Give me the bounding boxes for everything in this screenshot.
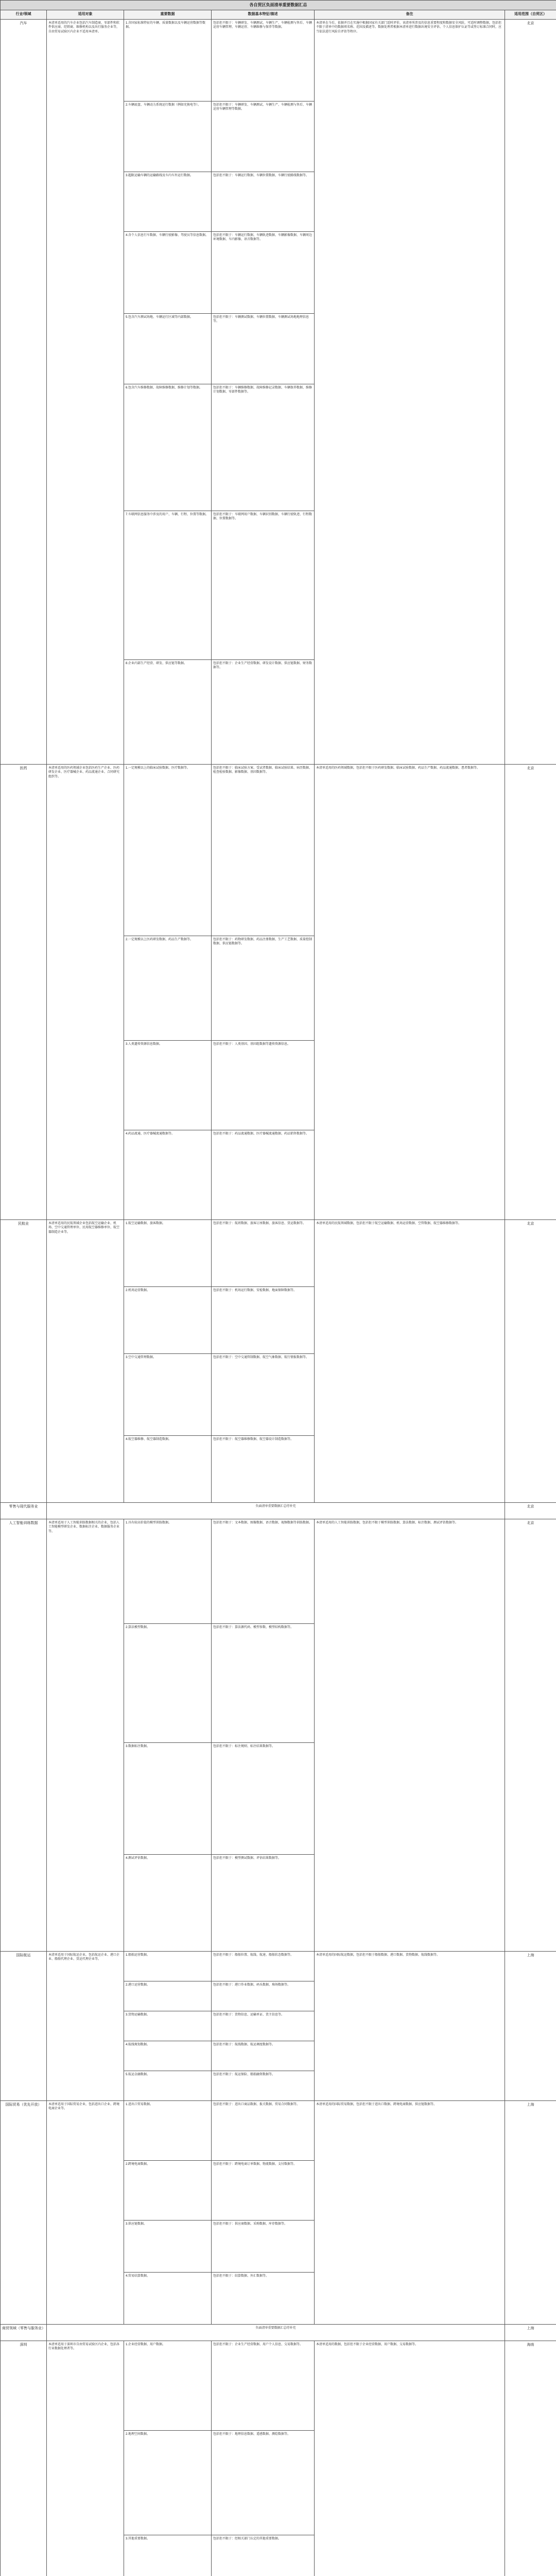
- section-text: 负面清单重要数据汇总待补充: [47, 1502, 505, 1519]
- important-data-cell: 3.数据标注数据。: [124, 1742, 212, 1854]
- note-cell: 本清单适用的民航领域数据，包括但不限于航空运输数据、机场运营数据、空管数据、航空器维修数据等。: [315, 1219, 505, 1502]
- description-cell: 包括但不限于：模型测试数据、评估结果数据等。: [212, 1854, 315, 1951]
- region-cell: 海南: [505, 2341, 556, 2576]
- domain-cell: 国际航运: [1, 1951, 47, 2100]
- description-cell: 包括但不限于：船舶位置、航线、航速、船舶状态数据等。: [212, 1951, 315, 1981]
- important-data-cell: 2.算法模型数据。: [124, 1623, 212, 1742]
- note-cell: 本清单适用的数据，包括但不限于企业经营数据、用户数据、交易数据等。: [315, 2341, 505, 2576]
- description-cell: 包括但不限于：结算数据、外汇数据等。: [212, 2272, 315, 2324]
- description-cell: 包括但不限于：企业生产经营数据、研发设计数据、供应链数据、财务数据等。: [212, 659, 315, 764]
- important-data-cell: 3.空中交通管理数据。: [124, 1353, 212, 1435]
- important-data-cell: 1.企业经营数据、用户数据。: [124, 2341, 212, 2430]
- important-data-cell: 7.车联网信息服务中涉及的用户、车辆、行程、位置等数据。: [124, 511, 212, 659]
- domain-cell: 人工智能训练数据: [1, 1519, 47, 1951]
- important-data-cell: 2.地理空间数据。: [124, 2430, 212, 2535]
- title-row: [1, 1, 556, 10]
- important-data-cell: 1.具有较高价值的模型训练数据。: [124, 1519, 212, 1623]
- table-row: [1, 1519, 556, 1623]
- description-cell: 包括但不限于：航运保险、船舶融资数据等。: [212, 2071, 315, 2100]
- header-domain: 行业/领域: [1, 10, 47, 19]
- description-cell: 包括但不限于：车辆维修数据、故障维修记录数据、车辆保养数据、维修计划数据、零部件数据等。: [212, 384, 315, 511]
- table-row: [1, 2100, 556, 2160]
- region-cell: 北京: [505, 1219, 556, 1502]
- description-cell: 包括但不限于：算法源代码、模型参数、模型结构数据等。: [212, 1623, 315, 1742]
- description-cell: 包括但不限于：车辆研发、车辆测试、车辆生产、车辆检测与售后、车辆运营车辆管理等数据。: [212, 101, 315, 172]
- target-cell: 本清单适用于国际航运企业，包括航运企业、港口企业、船舶代理企业、货运代理企业等。: [47, 1951, 124, 2100]
- domain-cell: 商贸领域（零售与服务业）: [1, 2324, 47, 2341]
- important-data-cell: 4.贸易结算数据。: [124, 2272, 212, 2324]
- note-cell: 本清单在今后，依据并且在实施中根据国家有关部门适时评价，该清单所涉及的信息重要程度和数据安全风险，可适时调整数据，包括但不限于清单中的数据项名称、范围及描述等。数据处理者根据本清单进行数据出境安全评估、个人信息保护认证等或签订标准合同时，应当依法进行风险自评估等程序。: [315, 19, 505, 764]
- description-cell: 包括但不限于：航空器维修数据、航空器设计制造数据等。: [212, 1435, 315, 1502]
- note-cell: 本清单适用的国际贸易数据，包括但不限于进出口数据、跨境电商数据、供应链数据等。: [315, 2100, 505, 2324]
- section-row-finance: [1, 2324, 556, 2341]
- description-cell: 包括但不限于：经相关部门认定的其他重要数据。: [212, 2535, 315, 2576]
- table-row: [1, 1219, 556, 1286]
- description-cell: 包括但不限于：文本数据、图像数据、语音数据、视频数据等训练数据。: [212, 1519, 315, 1623]
- target-cell: 本清单适用的汽车企业包括汽车制造商、零部件和软件供应商、经销商、维修机构以及出行服务企业等，自由贸易试验区内企业不适用本清单。: [47, 19, 124, 764]
- header-target: 适用对象: [47, 10, 124, 19]
- important-data-cell: 2.港口运营数据。: [124, 1981, 212, 2011]
- important-data-cell: 2.一定规模以上医药研发数据、药品生产数据等。: [124, 936, 212, 1040]
- description-cell: 包括但不限于：临床试验方案、受试者数据、临床试验结果、病历数据、检查检验数据、影像数据、基因数据等。: [212, 764, 315, 936]
- table-title: 各自贸区负面清单重要数据汇总: [1, 1, 556, 10]
- table-row: [1, 19, 556, 101]
- description-cell: 包括但不限于：货物信息、运输单证、货主信息等。: [212, 2011, 315, 2041]
- note-cell: 本清单适用的医药领域数据，包括但不限于医药研发数据、临床试验数据、药品生产数据、药品流通数据、患者数据等。: [315, 764, 505, 1219]
- table-row: [1, 1951, 556, 1981]
- region-cell: 北京: [505, 1502, 556, 1519]
- target-cell: 本清单适用的民航领域企业包括航空运输企业、机场、空中交通管理单位、民用航空器维修单位、航空器制造企业等。: [47, 1219, 124, 1502]
- description-cell: 包括但不限于：车联网用户数据、车辆识别数据、车辆行驶轨迹、行程数据、位置数据等。: [212, 511, 315, 659]
- description-cell: 包括但不限于：港口作业数据、码头数据、堆场数据等。: [212, 1981, 315, 2011]
- header-row: [1, 10, 556, 19]
- domain-cell: 民航业: [1, 1219, 47, 1502]
- table-row: [1, 764, 556, 936]
- note-cell: 本清单适用的国际航运数据，包括但不限于船舶数据、港口数据、货物数据、航线数据等。: [315, 1951, 505, 2100]
- region-cell: 北京: [505, 1519, 556, 1951]
- important-data-cell: 2.机场运营数据。: [124, 1286, 212, 1353]
- important-data-cell: 4.测试评估数据。: [124, 1854, 212, 1951]
- description-cell: 包括但不限于：航线数据、航运调度数据等。: [212, 2041, 315, 2071]
- important-data-cell: 5.包含汽车测试场地、车辆运行区域等内部数据。: [124, 313, 212, 384]
- region-cell: 北京: [505, 19, 556, 764]
- description-cell: 包括但不限于：车辆运行数据、车辆位置数据、车辆行驶路线数据等。: [212, 172, 315, 231]
- important-data-cell: 3.人类遗传资源信息数据。: [124, 1040, 212, 1130]
- region-cell: 上海: [505, 2100, 556, 2324]
- important-data-cell: 1.一定规模以上的临床试验数据、医疗数据等。: [124, 764, 212, 936]
- header-note: 备注: [315, 10, 505, 19]
- region-cell: 上海: [505, 2324, 556, 2341]
- important-data-cell: 2.车辆底盘、车辆动力系统运行数据（例如充换电等）。: [124, 101, 212, 172]
- description-cell: 包括但不限于：跨境电商订单数据、物流数据、支付数据等。: [212, 2160, 315, 2220]
- important-data-cell: 1.进出口贸易数据。: [124, 2100, 212, 2160]
- description-cell: 包括但不限于：药品流通数据、医疗器械流通数据、药品销售数据等。: [212, 1130, 315, 1219]
- important-data-cell: 2.跨境电商数据。: [124, 2160, 212, 2220]
- description-cell: 包括但不限于：车辆运行数据、车辆轨迹数据、车辆影像数据、车辆周边环境数据、车内影像、语音数据等。: [212, 231, 315, 313]
- region-cell: 上海: [505, 1951, 556, 2100]
- important-data-cell: 3.其他重要数据。: [124, 2535, 212, 2576]
- target-cell: 本清单适用于深圳市自由贸易试验区内企业，包括各行业数据处理者等。: [47, 2341, 124, 2576]
- important-data-cell: 3.货物运输数据。: [124, 2011, 212, 2041]
- domain-cell: 国际贸易（优先开放）: [1, 2100, 47, 2324]
- important-data-cell: 5.航运金融数据。: [124, 2071, 212, 2100]
- important-data-cell: 3.供应链数据。: [124, 2220, 212, 2272]
- domain-cell: 零售与现代服务业: [1, 1502, 47, 1519]
- section-row-spacer: [1, 1502, 556, 1519]
- header-region: 适用范围（自贸区）: [505, 10, 556, 19]
- description-cell: 包括但不限于：地理信息数据、遥感数据、测绘数据等。: [212, 2430, 315, 2535]
- important-data-cell: 1.含国家标准特征的车辆、质量数据以及车辆运营数据等数据。: [124, 19, 212, 101]
- region-cell: 北京: [505, 764, 556, 1219]
- description-cell: 包括但不限于：人类基因、基因组数据等遗传资源信息。: [212, 1040, 315, 1130]
- important-data-cell: 1.船舶运营数据。: [124, 1951, 212, 1981]
- description-cell: 包括但不限于：车辆测试数据、车辆位置数据、车辆测试场地地理信息等。: [212, 313, 315, 384]
- description-cell: 包括但不限于：车辆研发、车辆测试、车辆生产、车辆检测与售后、车辆运营车辆管理、车辆运营、车辆维修与保养等数据。: [212, 19, 315, 101]
- important-data-cell: 4.含个人信息行车数据、车辆行驶影像、驾驶员等信息数据。: [124, 231, 212, 313]
- note-cell: 本清单适用的人工智能训练数据，包括但不限于模型训练数据、算法数据、标注数据、测试评估数据等。: [315, 1519, 505, 1951]
- domain-cell: 汽车: [1, 19, 47, 764]
- description-cell: 包括但不限于：药物研发数据、药品注册数据、生产工艺数据、质量控制数据、供应链数据等。: [212, 936, 315, 1040]
- important-data-cell: 4.航线规划数据。: [124, 2041, 212, 2071]
- description-cell: 包括但不限于：空中交通管制数据、航空气象数据、航行情报数据等。: [212, 1353, 315, 1435]
- description-cell: 包括但不限于：航班数据、旅客订座数据、旅客信息、货运数据等。: [212, 1219, 315, 1286]
- important-data-cell: 4.航空器维修、航空器制造数据。: [124, 1435, 212, 1502]
- target-cell: 本清单适用的医药领域企业包括医药生产企业、医药研发企业、医疗器械企业、药品流通企业、合同研究组织等。: [47, 764, 124, 1219]
- description-cell: 包括但不限于：机场运行数据、安检数据、地面保障数据等。: [212, 1286, 315, 1353]
- domain-cell: 深圳: [1, 2341, 47, 2576]
- important-data-cell: 4.药品流通、医疗器械流通数据等。: [124, 1130, 212, 1219]
- important-data-cell: 3.超限运输车辆的运输路线及车内车外运行数据。: [124, 172, 212, 231]
- description-cell: 包括但不限于：进出口商品数据、报关数据、贸易合同数据等。: [212, 2100, 315, 2160]
- header-description: 数据基本特征/描述: [212, 10, 315, 19]
- description-cell: 包括但不限于：标注规则、标注结果数据等。: [212, 1742, 315, 1854]
- important-data-cell: 6.包含汽车维修数据、故障维修数据、维修计划等数据。: [124, 384, 212, 511]
- section-text: 负面清单重要数据汇总待补充: [47, 2324, 505, 2341]
- description-cell: 包括但不限于：企业生产经营数据、用户个人信息、交易数据等。: [212, 2341, 315, 2430]
- table-row: [1, 2341, 556, 2430]
- important-data-cell: 1.航空运输数据、旅客数据。: [124, 1219, 212, 1286]
- target-cell: 本清单适用于国际贸易企业，包括进出口企业、跨境电商企业等。: [47, 2100, 124, 2324]
- domain-cell: 医药: [1, 764, 47, 1219]
- description-cell: 包括但不限于：供应商数据、采购数据、库存数据等。: [212, 2220, 315, 2272]
- important-data-cell: 8.企业内部生产经营、研发、供应链等数据。: [124, 659, 212, 764]
- target-cell: 本清单适用于人工智能训练数据相关的企业，包括人工智能模型研发企业、数据标注企业、数据服务企业等。: [47, 1519, 124, 1951]
- header-important-data: 重要数据: [124, 10, 212, 19]
